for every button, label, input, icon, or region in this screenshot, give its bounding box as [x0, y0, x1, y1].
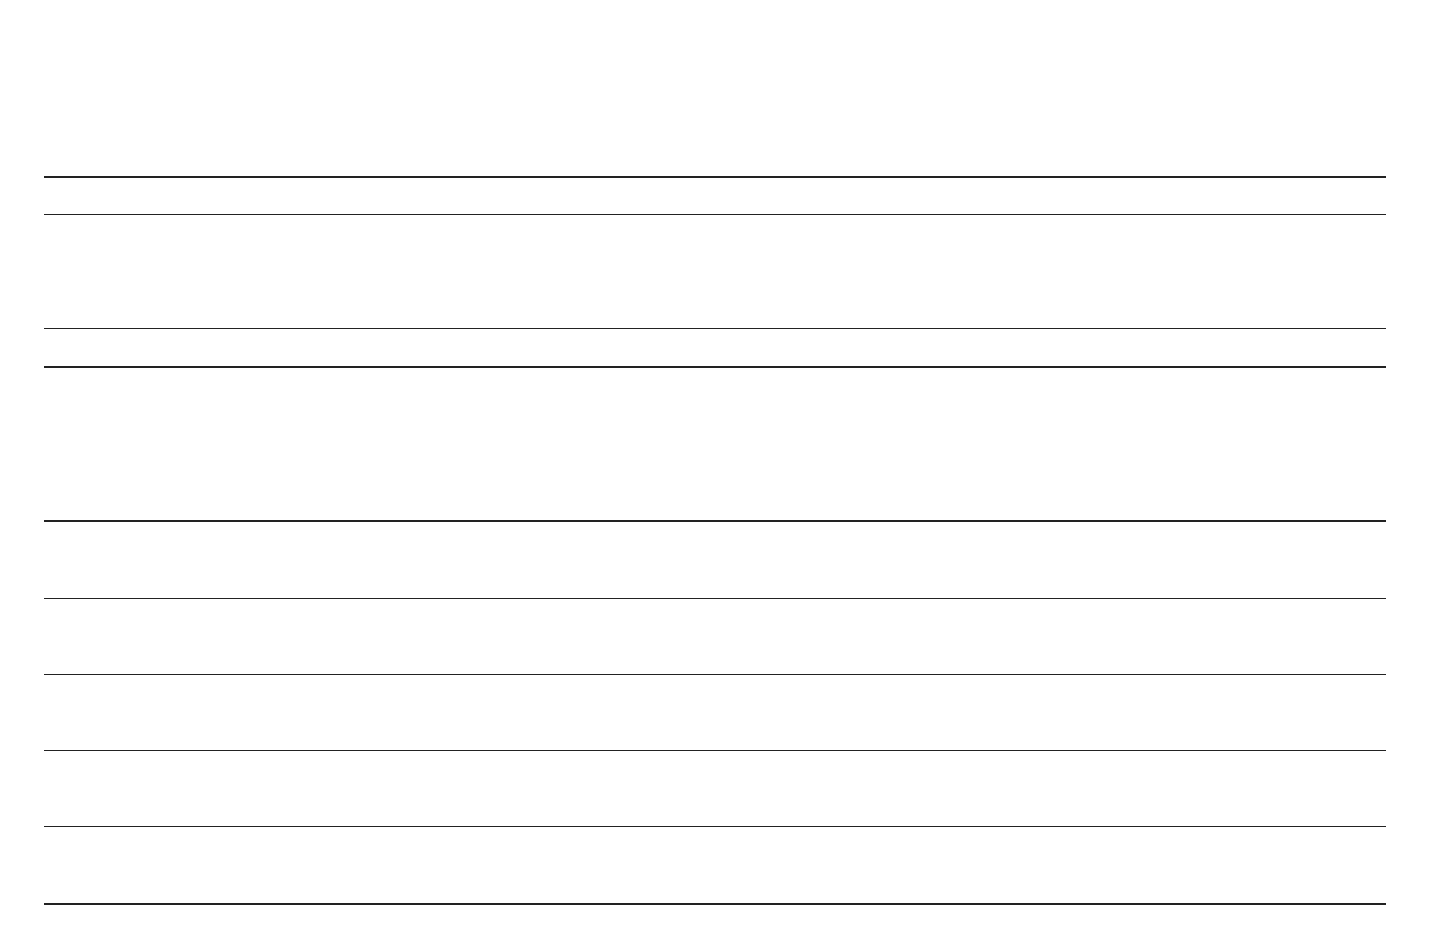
table8-top-rule [44, 176, 1386, 178]
table9-bottom-rule [44, 903, 1386, 905]
table8-bottom-rule [44, 366, 1386, 368]
table9-row-rule-1 [44, 674, 1386, 675]
table9-top-rule [44, 520, 1386, 522]
table8-header-rule [44, 214, 1386, 215]
table8-total-rule [44, 328, 1386, 329]
table9-header-rule [44, 598, 1386, 599]
table9-row-rule-2 [44, 750, 1386, 751]
table9-row-rule-3 [44, 826, 1386, 827]
